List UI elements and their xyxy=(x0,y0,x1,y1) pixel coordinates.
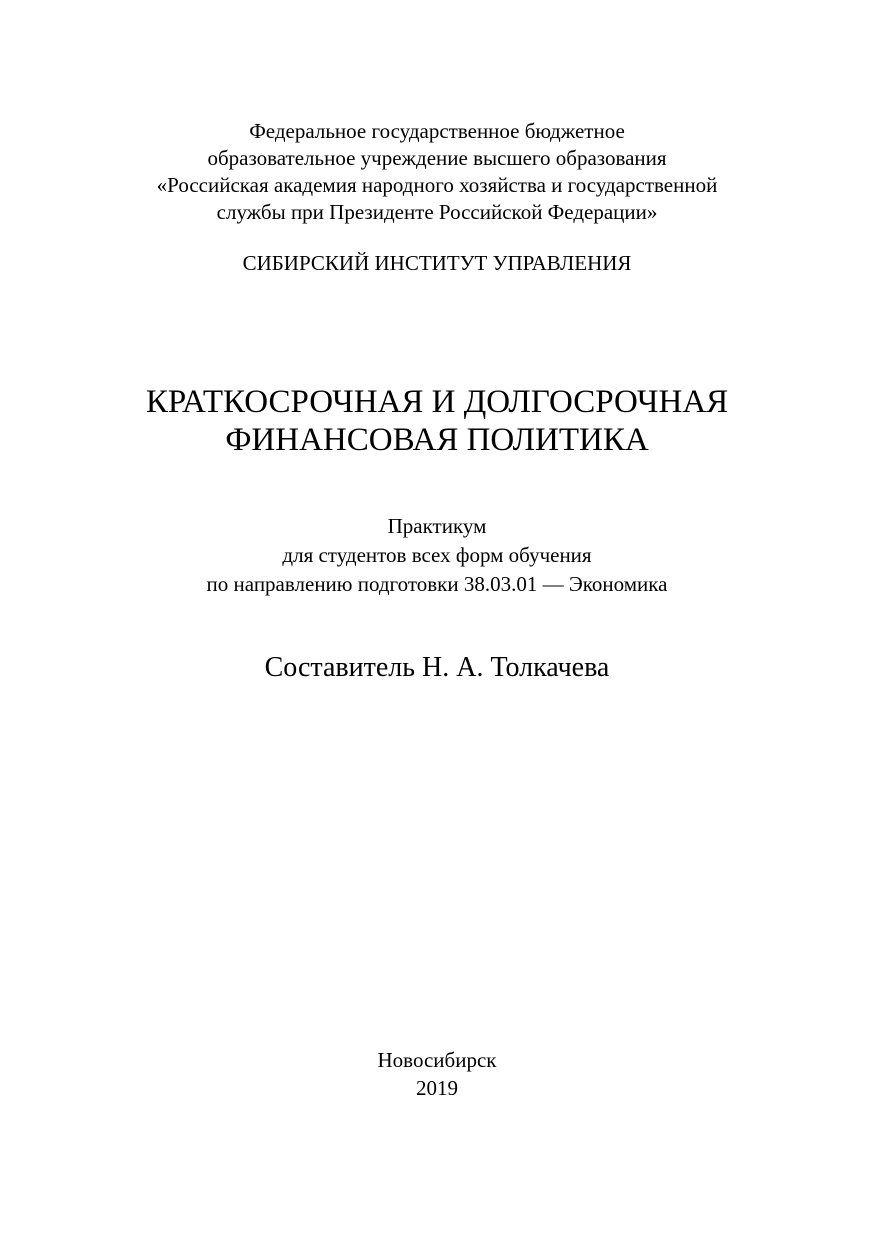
publisher-line-2: образовательное учреждение высшего образования xyxy=(207,146,667,170)
institute-name: СИБИРСКИЙ ИНСТИТУТ УПРАВЛЕНИЯ xyxy=(242,251,632,275)
title-line-2: ФИНАНСОВАЯ ПОЛИТИКА xyxy=(225,422,649,458)
imprint-year: 2019 xyxy=(416,1076,458,1100)
subtitle-line-3: по направлению подготовки 38.03.01 — Экономика xyxy=(206,572,668,596)
publisher-line-4: службы при Президенте Российской Федерации» xyxy=(216,200,658,224)
publisher-line-1: Федеральное государственное бюджетное xyxy=(249,119,625,143)
publisher-line-3: «Российская академия народного хозяйства и государственной xyxy=(156,173,718,197)
subtitle-line-2: для студентов всех форм обучения xyxy=(282,543,592,567)
compiler-line: Составитель Н. А. Толкачева xyxy=(264,652,610,683)
title-line-1: КРАТКОСРОЧНАЯ И ДОЛГОСРОЧНАЯ xyxy=(145,384,729,420)
subtitle-line-1: Практикум xyxy=(387,514,487,538)
imprint-city: Новосибирск xyxy=(377,1048,497,1072)
